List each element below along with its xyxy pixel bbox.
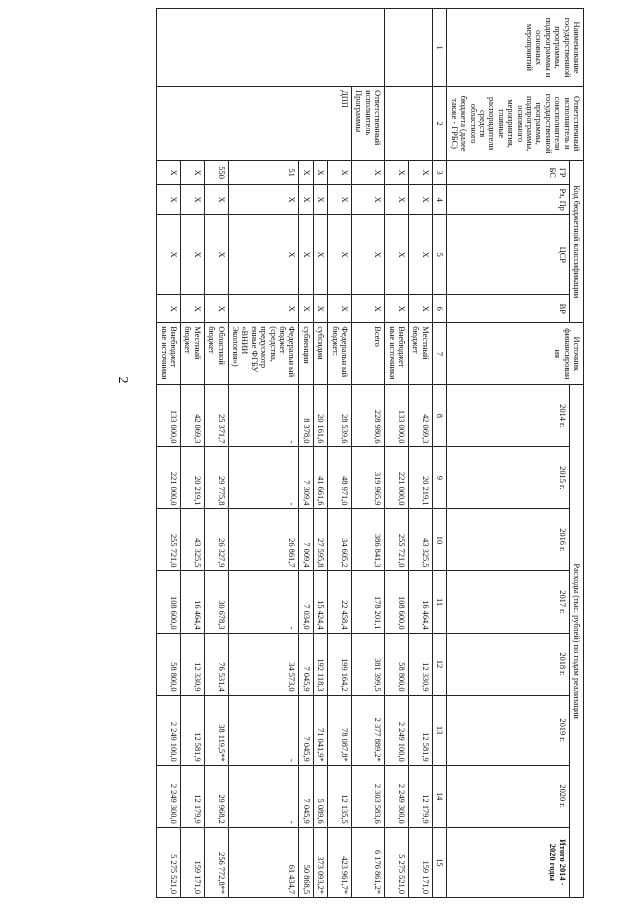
- budget-code-cell: X: [157, 185, 181, 215]
- column-index: 8: [432, 385, 446, 447]
- year-value-cell: 221 000,0: [385, 447, 409, 509]
- budget-code-cell: X: [352, 295, 385, 323]
- executor-cell: [385, 87, 433, 161]
- name-cell: [157, 9, 385, 87]
- year-value-cell: 58 800,0: [157, 633, 181, 695]
- budget-code-cell: X: [313, 185, 327, 215]
- year-value-cell: 15 424,4: [313, 571, 327, 633]
- year-value-cell: 12 330,9: [409, 633, 433, 695]
- year-value-cell: 12 179,9: [409, 765, 433, 827]
- year-value-cell: 58 800,0: [385, 633, 409, 695]
- year-value-cell: 319 965,9: [352, 447, 385, 509]
- executor-cell: Ответственный исполнитель Программы: [352, 87, 385, 161]
- budget-code-cell: X: [228, 185, 299, 215]
- budget-code-cell: X: [313, 295, 327, 323]
- budget-code-cell: 550: [204, 161, 228, 185]
- total-value-cell: 5 275 521,0: [157, 827, 181, 897]
- budget-code-cell: X: [299, 185, 313, 215]
- year-value-cell: 26 327,9: [204, 509, 228, 571]
- column-index: 15: [432, 827, 446, 897]
- budget-code-cell: X: [328, 161, 352, 185]
- column-index: 12: [432, 633, 446, 695]
- funding-source-cell: субвенции: [299, 323, 313, 385]
- budget-code-cell: X: [313, 161, 327, 185]
- year-value-cell: 7 034,0: [299, 571, 313, 633]
- year-value-cell: 28 539,6: [328, 385, 352, 447]
- funding-source-cell: Местный бюджет: [180, 323, 204, 385]
- year-value-cell: 7 045,9: [299, 633, 313, 695]
- year-value-cell: 16 464,4: [180, 571, 204, 633]
- budget-code-cell: X: [157, 161, 181, 185]
- column-index: 10: [432, 509, 446, 571]
- header-year-2014: 2014 г.: [447, 385, 569, 447]
- year-value-cell: 76 531,4: [204, 633, 228, 695]
- budget-code-cell: X: [180, 161, 204, 185]
- budget-code-cell: X: [385, 161, 409, 185]
- header-year-2020: 2020 г.: [447, 765, 569, 827]
- budget-code-cell: X: [157, 215, 181, 295]
- year-value-cell: 25 371,7: [204, 385, 228, 447]
- year-value-cell: 228 980,6: [352, 385, 385, 447]
- budget-code-cell: X: [385, 215, 409, 295]
- column-index: 4: [432, 185, 446, 215]
- budget-code-cell: X: [409, 161, 433, 185]
- year-value-cell: 108 600,0: [157, 571, 181, 633]
- column-index: 1: [432, 9, 446, 87]
- header-year-2018: 2018 г.: [447, 633, 569, 695]
- year-value-cell: 386 841,3: [352, 509, 385, 571]
- year-value-cell: 133 000,0: [385, 385, 409, 447]
- year-value-cell: 27 595,8: [313, 509, 327, 571]
- year-value-cell: 41 661,6: [313, 447, 327, 509]
- year-value-cell: -: [228, 571, 299, 633]
- year-value-cell: 26 861,7: [228, 509, 299, 571]
- year-value-cell: 43 325,5: [180, 509, 204, 571]
- column-index: 14: [432, 765, 446, 827]
- total-value-cell: 159 171,0: [180, 827, 204, 897]
- executor-org-cell: ДПП: [157, 87, 352, 161]
- budget-code-cell: X: [328, 185, 352, 215]
- budget-code-cell: X: [328, 215, 352, 295]
- year-value-cell: 20 219,1: [409, 447, 433, 509]
- column-index-row: [432, 9, 446, 898]
- budget-code-cell: X: [299, 161, 313, 185]
- year-value-cell: 2 249 100,0: [385, 695, 409, 765]
- header-year-2016: 2016 г.: [447, 509, 569, 571]
- year-value-cell: 22 458,4: [328, 571, 352, 633]
- budget-code-cell: X: [204, 185, 228, 215]
- header-code-grbs: ГР БС: [447, 161, 569, 185]
- budget-code-cell: X: [409, 215, 433, 295]
- budget-code-cell: X: [180, 215, 204, 295]
- year-value-cell: 12 581,9: [409, 695, 433, 765]
- budget-code-cell: X: [157, 295, 181, 323]
- total-value-cell: 50 868,5: [299, 827, 313, 897]
- header-expenses: Расходы (тыс. рублей) по годам реализации: [569, 385, 583, 898]
- year-value-cell: 7 045,9: [299, 695, 313, 765]
- year-value-cell: 221 000,0: [157, 447, 181, 509]
- year-value-cell: 7 009,4: [299, 509, 313, 571]
- year-value-cell: 192 118,3: [313, 633, 327, 695]
- budget-code-cell: X: [385, 185, 409, 215]
- column-index: 13: [432, 695, 446, 765]
- header-year-2017: 2017 г.: [447, 571, 569, 633]
- year-value-cell: 42 069,3: [409, 385, 433, 447]
- budget-code-cell: X: [352, 185, 385, 215]
- expenses-table: [156, 8, 584, 898]
- budget-code-cell: X: [313, 215, 327, 295]
- year-value-cell: 178 201,1: [352, 571, 385, 633]
- table-row: [328, 9, 352, 898]
- header-total: Итого 2014 - 2020 годы: [447, 827, 569, 897]
- year-value-cell: 30 678,3: [204, 571, 228, 633]
- budget-code-cell: X: [228, 215, 299, 295]
- total-value-cell: 61 434,7: [228, 827, 299, 897]
- total-value-cell: 5 275 521,0: [385, 827, 409, 897]
- budget-code-cell: X: [180, 295, 204, 323]
- year-value-cell: 5 089,6: [313, 765, 327, 827]
- header-year-2019: 2019 г.: [447, 695, 569, 765]
- year-value-cell: -: [228, 447, 299, 509]
- year-value-cell: 2 249 300,0: [157, 765, 181, 827]
- column-index: 5: [432, 215, 446, 295]
- header-budget-code: Код бюджетной классификации: [569, 161, 583, 323]
- funding-source-cell: Областной бюджет: [204, 323, 228, 385]
- budget-code-cell: X: [409, 295, 433, 323]
- year-value-cell: 2 249 100,0: [157, 695, 181, 765]
- year-value-cell: 7 309,4: [299, 447, 313, 509]
- year-value-cell: 12 581,9: [180, 695, 204, 765]
- year-value-cell: 16 464,4: [409, 571, 433, 633]
- year-value-cell: 12 179,9: [180, 765, 204, 827]
- total-value-cell: 373 093,2*: [313, 827, 327, 897]
- column-index: 11: [432, 571, 446, 633]
- year-value-cell: 7 045,9: [299, 765, 313, 827]
- budget-code-cell: X: [352, 161, 385, 185]
- year-value-cell: 34 573,0: [228, 633, 299, 695]
- budget-code-cell: X: [352, 215, 385, 295]
- table-row: [352, 9, 385, 898]
- funding-source-cell: субсидии: [313, 323, 327, 385]
- total-value-cell: 423 961,7*: [328, 827, 352, 897]
- year-value-cell: -: [228, 765, 299, 827]
- header-code-vr: ВР: [447, 295, 569, 323]
- header-executor: Ответственный исполнитель и соисполнители государственной программы, подпрограммы, основного мероприятия, главные распорядители средств областного бюджета (далее также - ГРБС): [447, 87, 584, 161]
- year-value-cell: 133 000,0: [157, 385, 181, 447]
- year-value-cell: 108 600,0: [385, 571, 409, 633]
- year-value-cell: 48 971,0: [328, 447, 352, 509]
- year-value-cell: -: [228, 695, 299, 765]
- column-index: 7: [432, 323, 446, 385]
- funding-source-cell: Федеральн ый бюджет (средства, предусмотр енные ФГБУ «ВНИИ Экология»): [228, 323, 299, 385]
- budget-code-cell: 51: [228, 161, 299, 185]
- year-value-cell: 255 721,0: [157, 509, 181, 571]
- year-value-cell: 29 775,8: [204, 447, 228, 509]
- budget-code-cell: X: [204, 215, 228, 295]
- year-value-cell: 20 219,1: [180, 447, 204, 509]
- table-body: [157, 9, 433, 898]
- name-cell: [385, 9, 433, 87]
- funding-source-cell: Внебюджет ные источники: [157, 323, 181, 385]
- header-code-csr: ЦСР: [447, 215, 569, 295]
- funding-source-cell: Местный бюджет: [409, 323, 433, 385]
- header-year-2015: 2015 г.: [447, 447, 569, 509]
- header-source: Источник финансирования: [447, 323, 584, 385]
- year-value-cell: 199 164,2: [328, 633, 352, 695]
- column-index: 9: [432, 447, 446, 509]
- year-value-cell: 2 377 889,2*: [352, 695, 385, 765]
- year-value-cell: 34 605,2: [328, 509, 352, 571]
- year-value-cell: 12 135,5: [328, 765, 352, 827]
- year-value-cell: 2 303 583,6: [352, 765, 385, 827]
- rotated-table-container: [84, 8, 584, 898]
- year-value-cell: 12 330,9: [180, 633, 204, 695]
- budget-code-cell: X: [299, 295, 313, 323]
- year-value-cell: 29 968,2: [204, 765, 228, 827]
- funding-source-cell: Федеральн ый бюджет:: [328, 323, 352, 385]
- year-value-cell: 42 069,3: [180, 385, 204, 447]
- year-value-cell: 78 087,8*: [328, 695, 352, 765]
- total-value-cell: 256 772,8**: [204, 827, 228, 897]
- column-index: 6: [432, 295, 446, 323]
- budget-code-cell: X: [180, 185, 204, 215]
- year-value-cell: 2 249 300,0: [385, 765, 409, 827]
- year-value-cell: -: [228, 385, 299, 447]
- header-name: Наименование государственной программы, подпрограммы и основных мероприятий: [447, 9, 584, 87]
- column-index: 3: [432, 161, 446, 185]
- page-number: 2: [115, 376, 130, 384]
- year-value-cell: 20 161,6: [313, 385, 327, 447]
- header-code-rzpr: Рз, Пр: [447, 185, 569, 215]
- budget-code-cell: X: [228, 295, 299, 323]
- budget-code-cell: X: [409, 185, 433, 215]
- year-value-cell: 381 399,5: [352, 633, 385, 695]
- year-value-cell: 43 325,5: [409, 509, 433, 571]
- budget-code-cell: X: [299, 215, 313, 295]
- year-value-cell: 255 721,0: [385, 509, 409, 571]
- budget-code-cell: X: [385, 295, 409, 323]
- budget-code-cell: X: [204, 295, 228, 323]
- funding-source-cell: Внебюджет ные источники: [385, 323, 409, 385]
- total-value-cell: 159 171,0: [409, 827, 433, 897]
- column-index: 2: [432, 87, 446, 161]
- table-row: [409, 9, 433, 898]
- year-value-cell: 38 119,5**: [204, 695, 228, 765]
- year-value-cell: 71 041,9*: [313, 695, 327, 765]
- budget-code-cell: X: [328, 295, 352, 323]
- funding-source-cell: Всего: [352, 323, 385, 385]
- total-value-cell: 6 176 861,2*: [352, 827, 385, 897]
- year-value-cell: 8 378,0: [299, 385, 313, 447]
